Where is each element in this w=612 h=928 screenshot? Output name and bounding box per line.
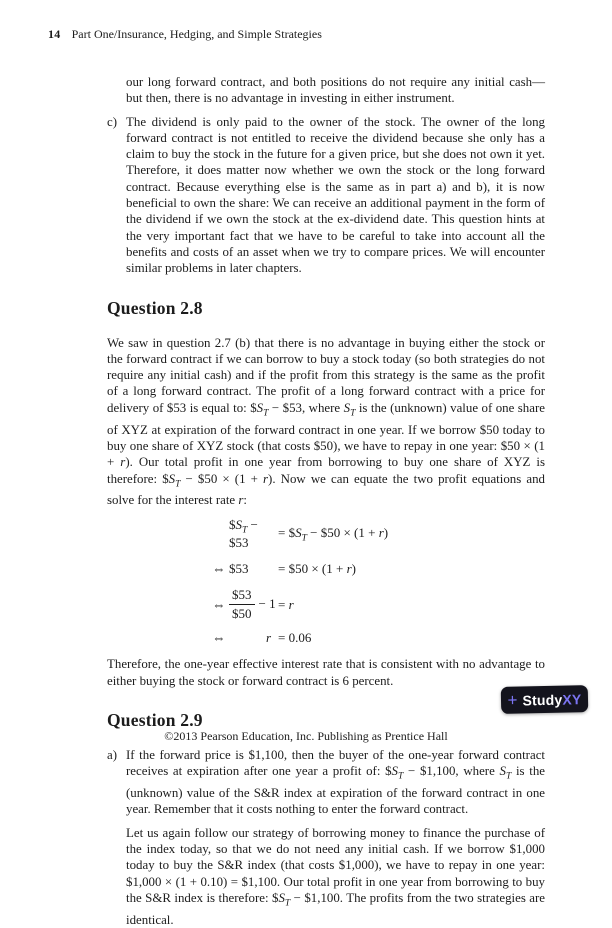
equation-rhs: = $\$S_T$ − $50 × (1 + r) — [278, 524, 389, 544]
equation-row — [212, 561, 545, 577]
equation-row — [212, 587, 545, 622]
question-2-8-body: We saw in question 2.7 (b) that there is no advantage in buying either the stock or the forward contract if we can borrow to buy a stock today (so both strategies do not require any initial cash) and if the profit from this strategy is the same as the profit of a long forward contract. The profit of a long forward contract with a price for delivery of $53 is equal to: $\$S_T$ − $53, where $S_T$ is the (unknown) value of one share of XYZ at expiration of the forward contract in one year. If we borrow $50 today to buy one share of XYZ stock (that costs $50), we have to repay in one year: $50 × (1 + r). Our total profit in one year from borrowing to buy one share of XYZ is therefore: $\$S_T$ − $50 × (1 + r). Now we can equate the two profit equations and solve for the interest rate r: — [107, 335, 545, 508]
equation-rhs: = 0.06 — [278, 630, 312, 646]
equation-rhs: = $50 × (1 + r) — [278, 561, 356, 577]
equation-rhs: = r — [278, 596, 294, 612]
equation-lhs-fraction: $\frac{\$53}{\$50}$ − 1 — [229, 587, 278, 622]
question-2-8-conclusion: Therefore, the one-year effective interest rate that is consistent with no advantage to either buying the stock or forward contract is 6 percent. — [107, 657, 545, 688]
equivalence-arrow: ⇔ — [212, 630, 226, 646]
list-item-a — [107, 747, 545, 818]
studyxy-watermark-badge[interactable] — [501, 685, 589, 714]
list-marker-c: c) — [107, 114, 118, 129]
equivalence-arrow: ⇔ — [212, 561, 226, 577]
item-a-continuation-paragraph: Let us again follow our strategy of borrowing money to finance the purchase of the index today, so that we do not need any initial cash. If we borrow $1,000 today to buy the S&R index (that costs $1,000), we have to repay in one year: $1,000 × (1 + 0.10) = $1,100. Our total profit in one year from borrowing to buy the S&R index is therefore: $\$S_T$ − $1,100. The profits from the two strategies are identical. — [126, 825, 545, 927]
list-marker-a: a) — [107, 747, 118, 762]
equivalence-arrow: ⇔ — [212, 596, 226, 612]
page-body — [107, 74, 545, 928]
equation-lhs: $53 — [229, 561, 249, 577]
equation-row — [212, 630, 545, 646]
item-a-text: If the forward price is $1,100, then the buyer of the one-year forward contract receives at expiration after one year a profit of: $\$S_T$ − $1,100, where $S_T$ is the (unknown) value of the S&R index at expiration of the forward contract in one year. Remember that it costs nothing to enter the forward contract. — [126, 747, 545, 817]
equation-lhs: r — [265, 630, 271, 646]
plus-icon: + — [507, 690, 518, 710]
running-title: Part One/Insurance, Hedging, and Simple Strategies — [71, 27, 322, 41]
brand-primary: Study — [522, 691, 563, 708]
page-footer — [0, 729, 612, 744]
watermark-brand — [522, 691, 581, 708]
equation-block — [212, 517, 545, 647]
equation-row — [212, 517, 545, 552]
list-item-c — [107, 114, 545, 277]
intro-continuation-paragraph: our long forward contract, and both positions do not require any initial cash—but then, there is no advantage in investing in either instrument. — [126, 75, 545, 106]
page-number: 14 — [48, 27, 61, 41]
question-2-8-heading: Question 2.8 — [107, 297, 203, 318]
question-2-9-heading: Question 2.9 — [107, 709, 203, 730]
equation-lhs: $\$S_T$ − $53 — [229, 516, 258, 551]
item-c-text: The dividend is only paid to the owner of the stock. The owner of the long forward contract is not entitled to receive the dividend because she only has a claim to buy the stock in the future for a given price, but she does not own it yet. Therefore, it does matter now whether we own the stock or the long forward contract. Because everything else is the same as in part a) and b), it is now beneficial to own the share: We can receive an additional payment in the form of the dividend if we own the stock at the ex-dividend date. This question hints at the very important fact that we have to be careful to take into account all the benefits and costs of an asset when we try to compare prices. We will encounter similar problems in later chapters. — [126, 114, 545, 276]
page-header — [48, 27, 322, 42]
copyright-text: ©2013 Pearson Education, Inc. Publishing as Prentice Hall — [164, 729, 448, 743]
brand-secondary: XY — [562, 690, 582, 708]
